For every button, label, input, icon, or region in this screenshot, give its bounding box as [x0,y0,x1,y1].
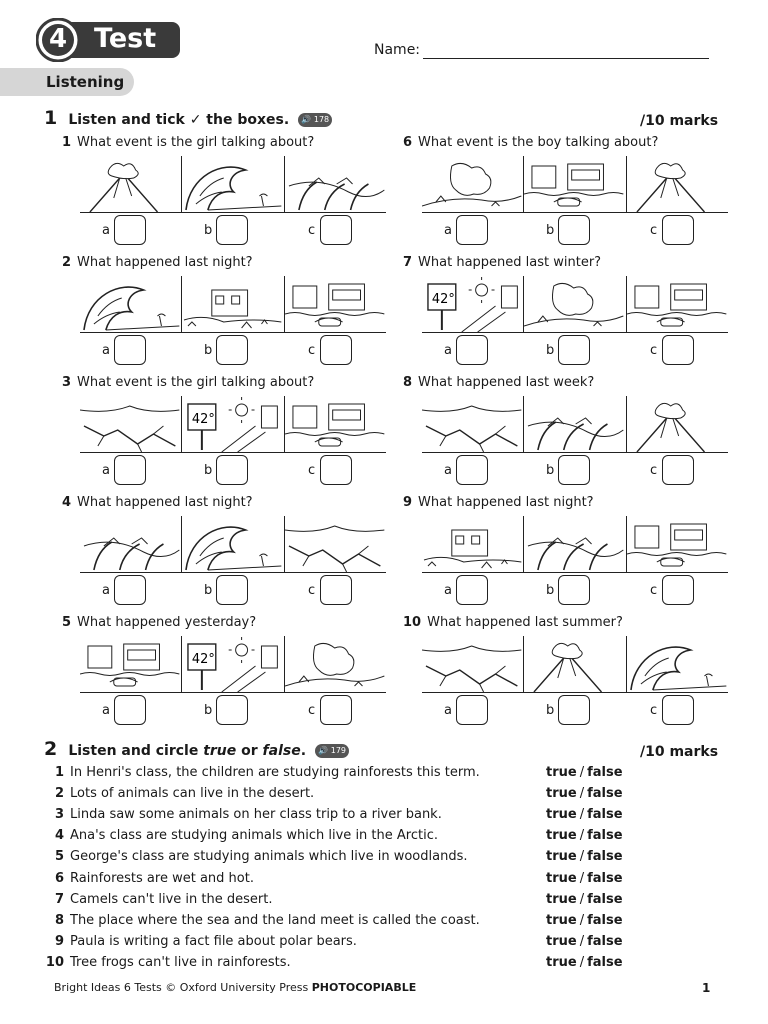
picture-strip [422,516,728,573]
tick-box-8-a[interactable] [456,455,488,485]
false-option[interactable]: false [587,933,623,949]
svg-text:42°: 42° [431,291,455,308]
name-label: Name: [374,42,421,58]
statement-number: 8 [54,912,64,928]
separator: / [579,891,585,907]
true-option[interactable]: true [546,807,577,823]
test-number: 4 [48,24,68,54]
option-label-a: a [444,463,452,478]
question-7 [403,255,601,270]
tick-box-7-c[interactable] [662,335,694,365]
picture-strip [422,396,728,453]
tick-box-7-a[interactable] [456,335,488,365]
tick-box-4-b[interactable] [216,575,248,605]
question-3 [62,375,314,390]
picture-strip [422,636,728,693]
false-option[interactable]: false [587,954,623,970]
tick-box-5-c[interactable] [320,695,352,725]
statement-3 [42,807,442,822]
picture-strip [80,636,386,693]
picture-strip [422,156,728,213]
statement-text: In Henri's class, the children are studying rainforests this term. [70,765,480,780]
storm-picture [80,516,182,572]
question-4 [62,495,253,510]
separator: / [579,912,585,928]
tick-box-2-a[interactable] [114,335,146,365]
option-label-b: b [546,583,555,598]
tick-box-5-a[interactable] [114,695,146,725]
true-option[interactable]: true [546,828,577,844]
page-number: 1 [702,981,711,995]
option-label-b: b [204,223,213,238]
question-number: 2 [62,255,72,270]
tick-box-2-b[interactable] [216,335,248,365]
statement-9 [42,934,357,949]
statement-text: Lots of animals can live in the desert. [70,786,315,802]
wave-picture [80,276,182,332]
tick-box-4-a[interactable] [114,575,146,605]
option-label-c: c [308,583,316,598]
heat-picture [182,396,284,452]
true-false-choice [546,807,623,822]
rubble-picture [422,516,524,572]
true-false-choice [546,765,623,780]
audio-track-icon[interactable]: 🔊 179 [315,744,349,758]
flood-picture [80,636,182,692]
tick-box-4-c[interactable] [320,575,352,605]
tick-box-3-a[interactable] [114,455,146,485]
statement-number: 2 [54,786,64,802]
option-label-c: c [308,223,316,238]
option-label-a: a [102,583,110,598]
separator: / [579,807,585,823]
true-false-choice [546,934,623,949]
tick-box-1-a[interactable] [114,215,146,245]
wave-picture [182,156,284,212]
true-false-choice [546,913,623,928]
question-8 [403,375,594,390]
tick-box-9-b[interactable] [558,575,590,605]
statement-text: Linda saw some animals on her class trip to a river bank. [70,807,442,823]
option-label-a: a [444,583,452,598]
tick-box-10-b[interactable] [558,695,590,725]
separator: / [579,933,585,949]
option-label-b: b [546,223,555,238]
storm-picture [285,156,386,212]
question-text: What happened yesterday? [77,615,257,630]
statement-10 [42,955,291,970]
question-9 [403,495,594,510]
crack-picture [422,396,524,452]
question-2 [62,255,253,270]
true-false-choice [546,828,623,843]
separator: / [579,870,585,886]
true-false-choice [546,849,623,864]
picture-strip [80,156,386,213]
question-number: 1 [62,135,72,150]
tick-box-1-b[interactable] [216,215,248,245]
false-option[interactable]: false [587,870,623,886]
false-option[interactable]: false [587,912,623,928]
statement-number: 5 [54,849,64,865]
statement-number: 1 [54,765,64,780]
question-text: What happened last week? [418,375,595,390]
option-label-a: a [102,463,110,478]
tick-box-5-b[interactable] [216,695,248,725]
question-10 [403,615,623,630]
ex2-marks: /10 marks [640,744,719,760]
false-option[interactable]: false [587,807,623,823]
statement-text: Tree frogs can't live in rainforests. [70,954,291,970]
ex2-number: 2 [44,738,58,760]
tick-box-8-c[interactable] [662,455,694,485]
separator: / [579,786,585,802]
true-option[interactable]: true [546,933,577,949]
statement-number: 10 [45,954,64,970]
statement-number: 6 [54,870,64,886]
ex1-title: Listen and tick ✓ the boxes. [68,112,290,128]
separator: / [579,765,585,780]
tick-box-6-c[interactable] [662,215,694,245]
false-option[interactable]: false [587,891,623,907]
question-1 [62,135,314,150]
option-label-a: a [102,703,110,718]
option-label-a: a [444,343,452,358]
picture-strip [80,276,386,333]
separator: / [579,849,585,865]
question-text: What event is the girl talking about? [77,375,315,390]
question-text: What happened last night? [77,255,253,270]
true-false-choice [546,871,623,886]
true-option[interactable]: true [546,786,577,802]
statement-8 [42,913,480,928]
crack-picture [422,636,524,692]
false-option[interactable]: false [587,828,623,844]
true-option[interactable]: true [546,765,577,780]
statement-2 [42,786,314,801]
option-label-b: b [546,343,555,358]
option-label-a: a [102,343,110,358]
tick-box-6-a[interactable] [456,215,488,245]
false-option[interactable]: false [587,765,623,780]
heat-picture [182,636,284,692]
statement-text: Camels can't live in the desert. [70,891,273,907]
svg-text:42°: 42° [192,411,216,428]
statement-number: 9 [54,933,64,949]
option-label-b: b [546,463,555,478]
picture-strip [422,276,728,333]
footer: Bright Ideas 6 Tests © Oxford University Press PHOTOCOPIABLE [54,981,417,994]
option-label-c: c [650,703,658,718]
tick-box-7-b[interactable] [558,335,590,365]
statement-7 [42,892,272,907]
true-false-choice [546,786,623,801]
true-option[interactable]: true [546,954,577,970]
ex1-number: 1 [44,107,58,129]
ex1-marks: /10 marks [640,113,719,129]
landslide-picture [285,636,386,692]
landslide-picture [524,276,626,332]
svg-text:42°: 42° [192,651,216,668]
question-number: 6 [403,135,413,150]
true-false-choice [546,955,623,970]
question-5 [62,615,256,630]
true-option[interactable]: true [546,912,577,928]
statement-5 [42,849,467,864]
option-label-c: c [650,343,658,358]
tick-box-3-b[interactable] [216,455,248,485]
false-option[interactable]: false [587,849,623,865]
separator: / [579,828,585,844]
option-label-c: c [650,223,658,238]
question-text: What happened last night? [77,495,253,510]
crack-picture [285,516,386,572]
question-text: What happened last winter? [418,255,602,270]
option-label-c: c [650,463,658,478]
storm-picture [524,516,626,572]
wave-picture [627,636,728,692]
option-label-b: b [204,583,213,598]
question-number: 7 [403,255,413,270]
volcano-picture [80,156,182,212]
option-label-b: b [204,703,213,718]
option-label-b: b [546,703,555,718]
question-number: 9 [403,495,413,510]
tick-box-9-a[interactable] [456,575,488,605]
statement-1 [42,765,480,780]
picture-strip [80,396,386,453]
tick-box-9-c[interactable] [662,575,694,605]
volcano-picture [524,636,626,692]
volcano-picture [627,396,728,452]
statement-text: The place where the sea and the land meet is called the coast. [70,912,480,928]
statement-number: 4 [54,828,64,844]
tick-box-1-c[interactable] [320,215,352,245]
ex2-heading [44,738,349,760]
crack-picture [80,396,182,452]
test-badge [36,18,182,62]
tick-box-3-c[interactable] [320,455,352,485]
ex2-title: Listen and circle true or false. [68,743,307,759]
statement-number: 3 [54,807,64,823]
option-label-b: b [204,343,213,358]
option-label-a: a [102,223,110,238]
question-number: 5 [62,615,72,630]
statement-4 [42,828,438,843]
true-false-choice [546,892,623,907]
flood-picture [524,156,626,212]
question-number: 8 [403,375,413,390]
question-text: What happened last night? [418,495,594,510]
wave-picture [182,516,284,572]
storm-picture [524,396,626,452]
option-label-c: c [308,463,316,478]
landslide-picture [422,156,524,212]
section-title: Listening [46,73,125,91]
flood-picture [285,276,386,332]
tick-box-8-b[interactable] [558,455,590,485]
question-number: 3 [62,375,72,390]
question-6 [403,135,658,150]
option-label-a: a [444,703,452,718]
flood-picture [627,516,728,572]
question-text: What event is the boy talking about? [418,135,659,150]
question-number: 10 [403,615,422,630]
statement-text: Rainforests are wet and hot. [70,870,254,886]
true-option[interactable]: true [546,870,577,886]
option-label-c: c [308,703,316,718]
tick-box-6-b[interactable] [558,215,590,245]
picture-strip [80,516,386,573]
option-label-c: c [650,583,658,598]
name-field[interactable] [423,58,709,59]
statement-number: 7 [54,891,64,907]
audio-track-icon[interactable]: 🔊 178 [298,113,332,127]
tick-box-10-c[interactable] [662,695,694,725]
statement-text: George's class are studying animals which live in woodlands. [70,849,468,865]
true-option[interactable]: true [546,891,577,907]
heat-picture [422,276,524,332]
tick-box-2-c[interactable] [320,335,352,365]
true-option[interactable]: true [546,849,577,865]
separator: / [579,954,585,970]
flood-picture [627,276,728,332]
question-text: What event is the girl talking about? [77,135,315,150]
option-label-c: c [308,343,316,358]
flood-picture [285,396,386,452]
statement-text: Paula is writing a fact file about polar bears. [70,933,357,949]
option-label-a: a [444,223,452,238]
statement-text: Ana's class are studying animals which live in the Arctic. [70,828,438,844]
ex1-heading [44,107,332,129]
option-label-b: b [204,463,213,478]
test-word: Test [94,23,157,54]
false-option[interactable]: false [587,786,623,802]
statement-6 [42,871,254,886]
tick-box-10-a[interactable] [456,695,488,725]
rubble-picture [182,276,284,332]
question-number: 4 [62,495,72,510]
question-text: What happened last summer? [427,615,623,630]
volcano-picture [627,156,728,212]
